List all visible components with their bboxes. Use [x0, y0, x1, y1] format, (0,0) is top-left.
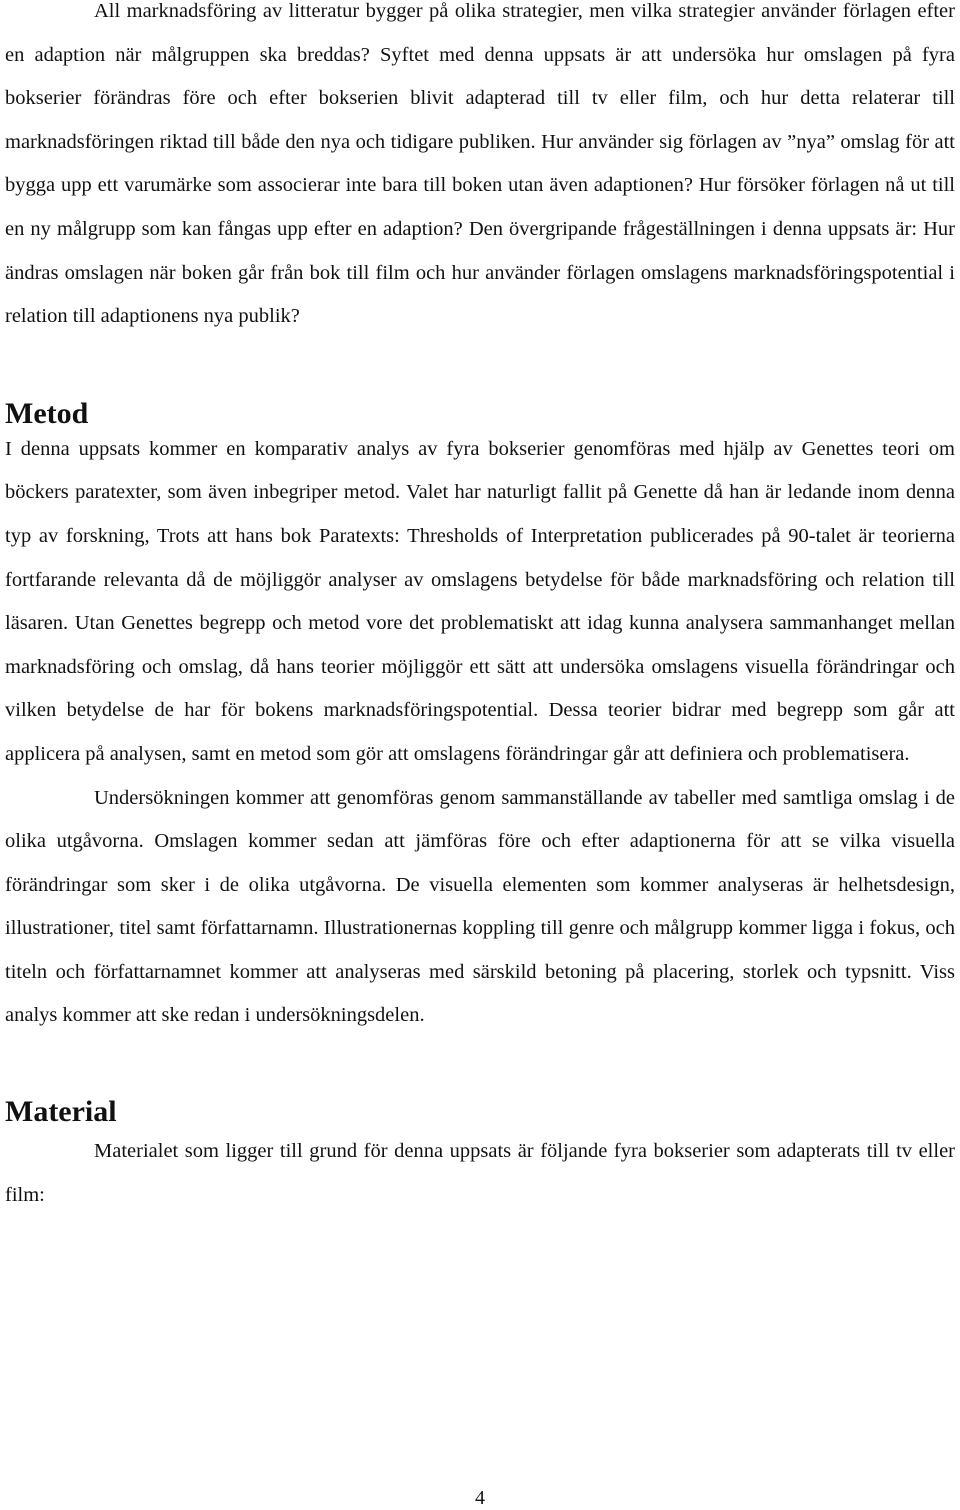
metod-paragraph-2: Undersökningen kommer att genomföras genom sammanställande av tabeller med samtliga omslag i de olika utgåvorna. Omslagen kommer sedan att jämföras före och efter adaptionerna för att se vilka visuella förändringar som sker i de olika utgåvorna. De visuella elementen som kommer analyseras är helhetsdesign, illustrationer, titel samt författarnamn. Illustrationernas koppling till genre och målgrupp kommer ligga i fokus, och titeln och författarnamnet kommer att analyseras med särskild betoning på placering, storlek och typsnitt. Viss analys kommer att ske redan i undersökningsdelen. — [5, 786, 955, 1027]
material-paragraph: Materialet som ligger till grund för denna uppsats är följande fyra bokserier som adapterats till tv eller film: — [5, 1140, 955, 1206]
intro-paragraph: All marknadsföring av litteratur bygger på olika strategier, men vilka strategier använder förlagen efter en adaption när målgruppen ska breddas? Syftet med denna uppsats är att undersöka hur omslagen på fyra bokserier förändras före och efter bokserien blivit adapterad till tv eller film, och hur detta relaterar till marknadsföringen riktad till både den nya och tidigare publiken. Hur använder sig förlagen av ”nya” omslag för att bygga upp ett varumärke som associerar inte bara till boken utan även adaptionen? Hur försöker förlagen nå ut till en ny målgrupp som kan fångas upp efter en adaption? Den övergripande frågeställningen i denna uppsats är: Hur ändras omslagen när boken går från bok till film och hur använder förlagen omslagens marknadsföringspotential i relation till adaptionens nya publik? — [5, 0, 955, 328]
metod-paragraph-1: I denna uppsats kommer en komparativ analys av fyra bokserier genomföras med hjälp av Genettes teori om böckers paratexter, som även inbegriper metod. Valet har naturligt fallit på Genette då han är ledande inom denna typ av forskning, Trots att hans bok Paratexts: Thresholds of Interpretation publicerades på 90-talet är teorierna fortfarande relevanta då de möjliggör analyser av omslagens betydelse för både marknadsföring och relation till läsaren. Utan Genettes begrepp och metod vore det problematiskt att idag kunna analysera sammanhanget mellan marknadsföring och omslag, då hans teorier möjliggör ett sätt att undersöka omslagens visuella förändringar och vilken betydelse de har för bokens marknadsföringspotential. Dessa teorier bidrar med begrepp som går att applicera på analysen, samt en metod som gör att omslagens förändringar går att definiera och problematisera. — [5, 437, 955, 765]
section-heading-material: Material — [5, 1095, 117, 1129]
document-page — [5, 0, 955, 1217]
page-number: 4 — [475, 1487, 485, 1509]
section-heading-metod: Metod — [5, 396, 89, 430]
